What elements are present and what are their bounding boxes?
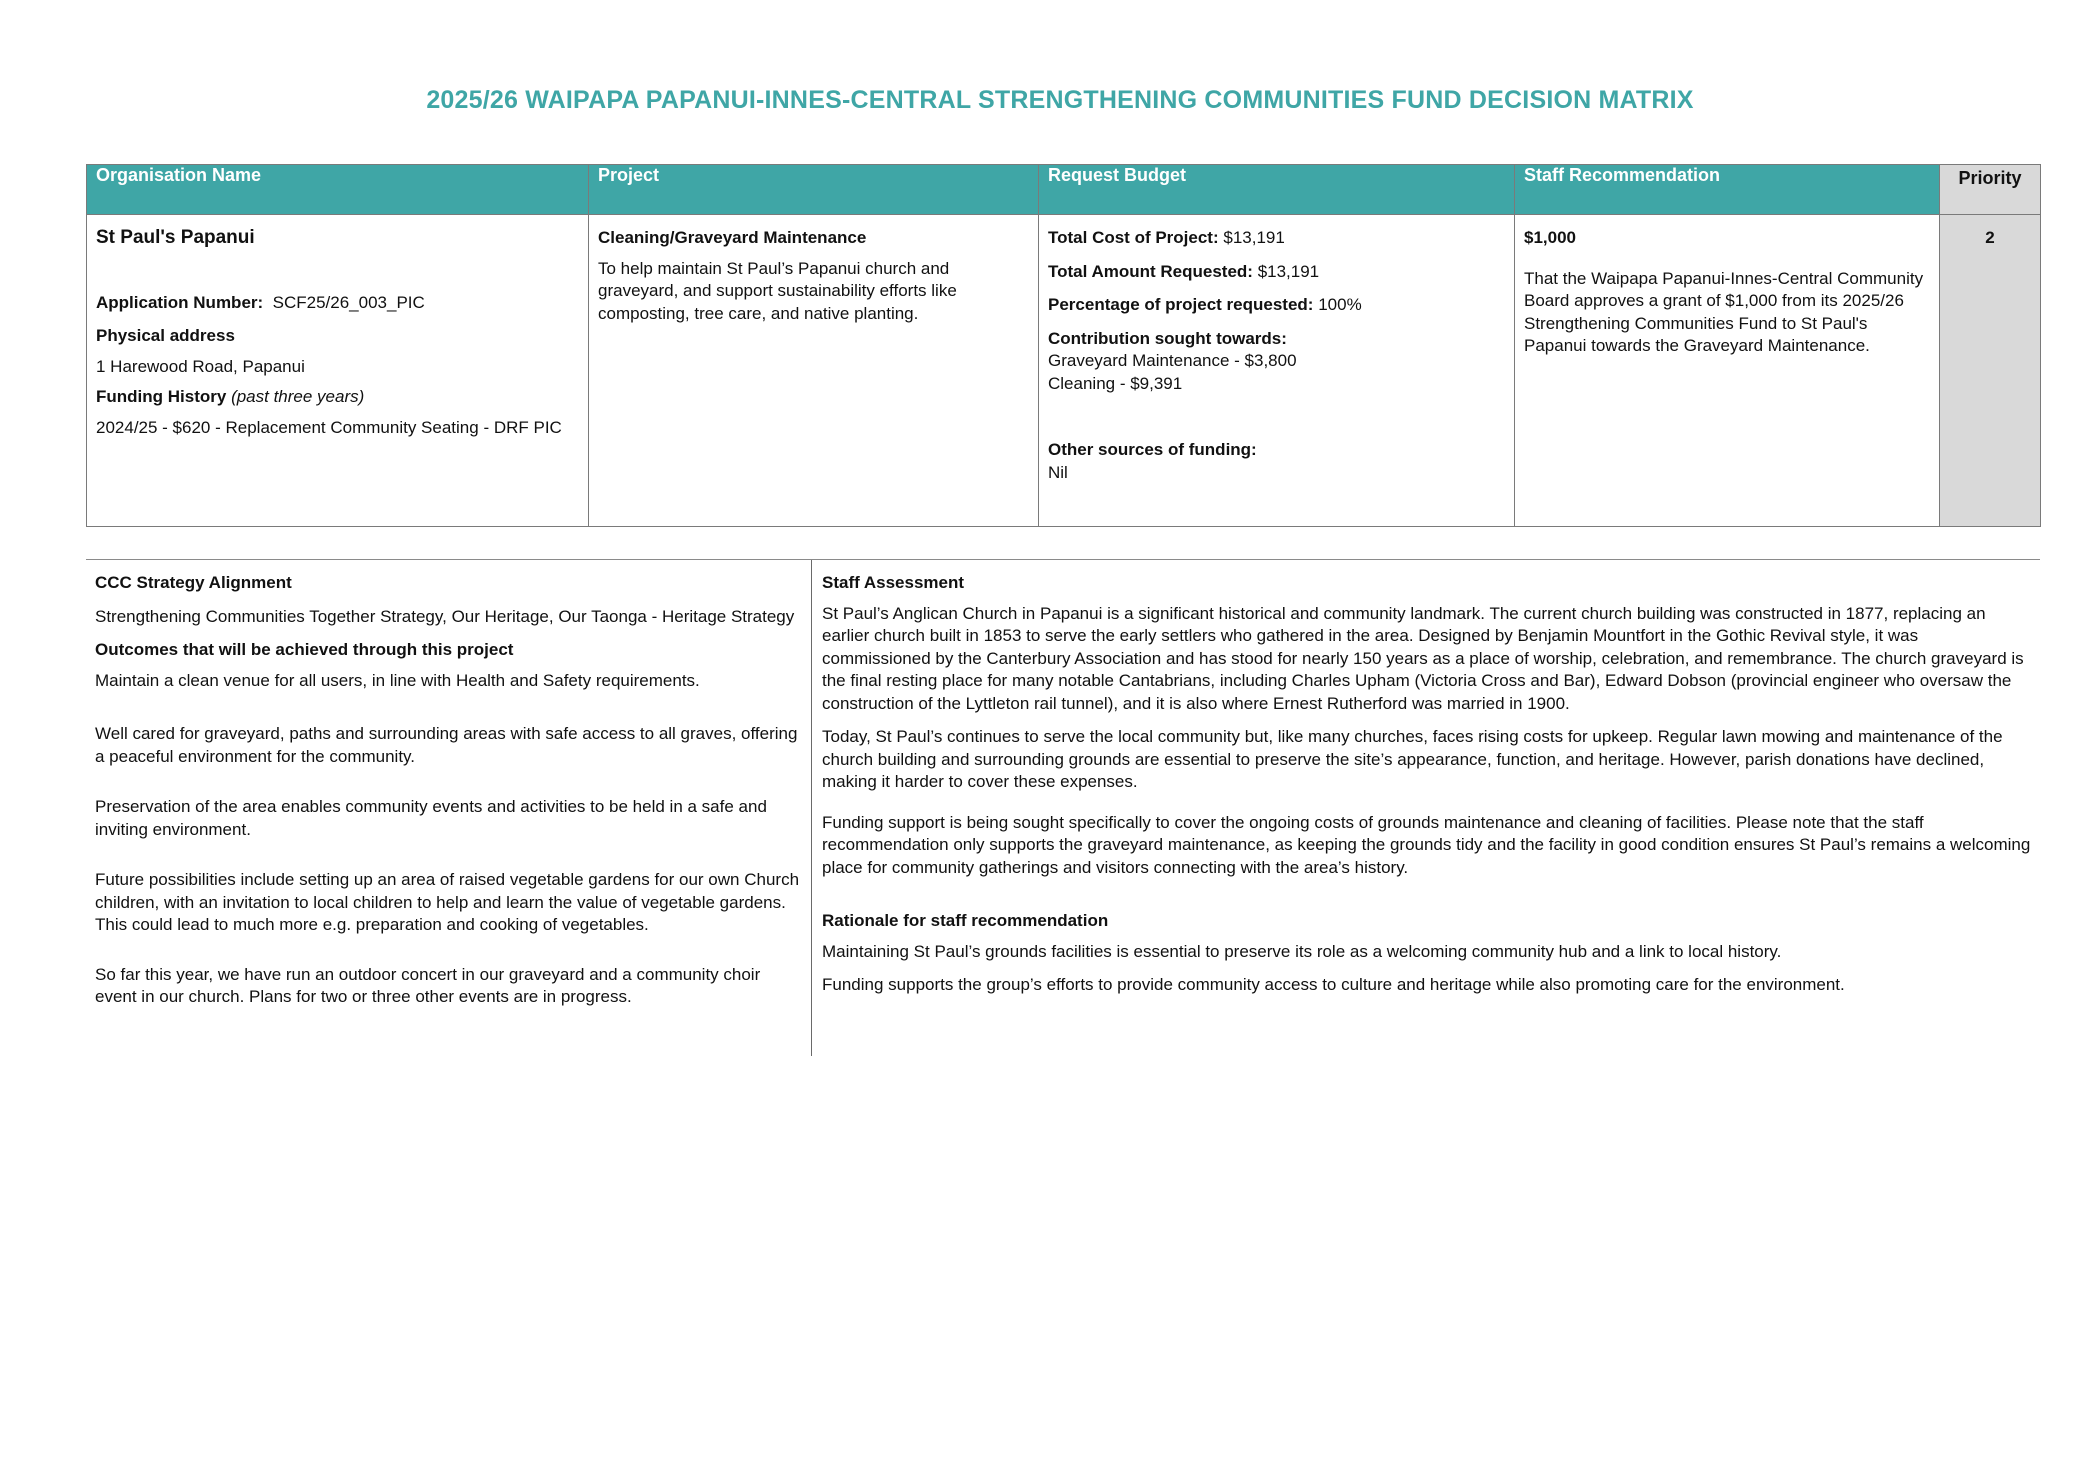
outcome-item: Future possibilities include setting up an area of raised vegetable gardens for our own Church children, with an invitation to local children to help and learn the value of vegetable gardens. This could lead to much more e.g. preparation and cooking of vegetables.	[95, 870, 800, 934]
total-requested-label: Total Amount Requested:	[1048, 261, 1253, 281]
application-number	[96, 292, 579, 315]
rationale-heading: Rationale for staff recommendation	[822, 911, 1109, 930]
table-header-row	[87, 165, 2041, 215]
decision-matrix-table	[86, 164, 2041, 527]
assessment-section	[86, 559, 2040, 1056]
outcomes-heading: Outcomes that will be achieved through this project	[95, 640, 514, 659]
header-organisation: Organisation Name	[87, 165, 589, 215]
rationale-item: Maintaining St Paul’s grounds facilities is essential to preserve its role as a welcoming community hub and a link to local history.	[822, 941, 1782, 961]
outcome-item: Well cared for graveyard, paths and surrounding areas with safe access to all graves, offering a peaceful environment for the community.	[95, 724, 798, 766]
header-priority: Priority	[1940, 165, 2041, 215]
total-cost-label: Total Cost of Project:	[1048, 228, 1219, 247]
total-cost-value: $13,191	[1223, 228, 1285, 247]
address-value: 1 Harewood Road, Papanui	[96, 356, 305, 376]
contribution-item: Cleaning - $9,391	[1048, 373, 1183, 393]
assessment-paragraph: St Paul’s Anglican Church in Papanui is a significant historical and community landmark. The current church building was constructed in 1877, replacing an earlier church built in 1853 to serve the early settlers who gathered in the area. Designed by Benjamin Mountfort in the Gothic Revival style, it was commissioned by the Canterbury Association and has stood for nearly 150 years as a place of worship, celebration, and remembrance. The church graveyard is the final resting place for many notable Cantabrians, including Charles Upham (Victoria Cross and Bar), Edward Dobson (provincial engineer who oversaw the construction of the Lyttleton rail tunnel), and it is also where Ernest Rutherford was married in 1900.	[822, 603, 2024, 713]
total-requested-value: $13,191	[1257, 261, 1320, 281]
organisation-name: St Paul's Papanui	[96, 227, 255, 248]
funding-history-value: 2024/25 - $620 - Replacement Community Seating - DRF PIC	[96, 417, 562, 437]
page-title: 2025/26 WAIPAPA PAPANUI-INNES-CENTRAL STRENGTHENING COMMUNITIES FUND DECISION MATRIX	[426, 86, 1694, 114]
priority-value: 2	[1940, 215, 2041, 527]
recommendation-cell	[1515, 215, 1940, 527]
outcome-item: So far this year, we have run an outdoor concert in our graveyard and a community choir event in our church. Plans for two or three other events are in progress.	[95, 964, 761, 1006]
organisation-cell	[87, 215, 589, 527]
funding-history-label: Funding History	[96, 387, 227, 406]
application-number-value: SCF25/26_003_PIC	[272, 292, 425, 312]
contribution-label: Contribution sought towards:	[1048, 328, 1287, 348]
header-recommendation: Staff Recommendation	[1515, 165, 1940, 215]
project-name: Cleaning/Graveyard Maintenance	[598, 228, 867, 247]
percentage-requested	[1048, 294, 1505, 317]
strategy-text: Strengthening Communities Together Strategy, Our Heritage, Our Taonga - Heritage Strategy	[95, 606, 795, 626]
contribution-item: Graveyard Maintenance - $3,800	[1048, 351, 1297, 370]
application-number-label: Application Number:	[96, 292, 264, 312]
project-cell	[589, 215, 1039, 527]
other-sources-label: Other sources of funding:	[1048, 440, 1257, 459]
assessment-heading: Staff Assessment	[822, 573, 965, 592]
budget-cell	[1039, 215, 1515, 527]
total-cost	[1048, 227, 1505, 250]
staff-assessment-column	[813, 560, 2040, 1056]
project-description: To help maintain St Paul’s Papanui church and graveyard, and support sustainability efforts like composting, tree care, and native planting.	[598, 258, 957, 323]
strategy-column	[86, 560, 812, 1056]
percentage-value: 100%	[1318, 295, 1362, 314]
percentage-label: Percentage of project requested:	[1048, 295, 1314, 314]
address-label: Physical address	[96, 326, 235, 345]
outcome-item: Maintain a clean venue for all users, in line with Health and Safety requirements.	[95, 670, 700, 690]
rationale-item: Funding supports the group’s efforts to provide community access to culture and heritage while also promoting care for the environment.	[822, 975, 1845, 994]
funding-history-note: (past three years)	[231, 387, 365, 406]
recommendation-amount: $1,000	[1524, 228, 1576, 247]
total-requested	[1048, 261, 1505, 284]
strategy-heading: CCC Strategy Alignment	[95, 573, 292, 592]
funding-history-heading	[96, 386, 579, 409]
recommendation-text: That the Waipapa Papanui-Innes-Central Community Board approves a grant of $1,000 from its 2025/26 Strengthening Communities Fund to St Paul's Papanui towards the Graveyard Maintenance.	[1524, 268, 1924, 355]
assessment-paragraph: Funding support is being sought specifically to cover the ongoing costs of grounds maintenance and cleaning of facilities. Please note that the staff recommendation only supports the graveyard maintenance, as keeping the grounds tidy and the facility in good condition ensures St Paul’s remains a welcoming place for community gatherings and visitors connecting with the area’s history.	[822, 812, 2031, 877]
header-budget: Request Budget	[1039, 165, 1515, 215]
outcome-item: Preservation of the area enables community events and activities to be held in a safe and inviting environment.	[95, 797, 767, 839]
assessment-paragraph: Today, St Paul’s continues to serve the local community but, like many churches, faces rising costs for upkeep. Regular lawn mowing and maintenance of the church building and surrounding grounds are essential to preserve the site’s appearance, function, and heritage. However, parish donations have declined, making it harder to cover these expenses.	[822, 727, 2003, 791]
table-row	[87, 215, 2041, 527]
header-project: Project	[589, 165, 1039, 215]
other-sources-value: Nil	[1048, 462, 1068, 482]
